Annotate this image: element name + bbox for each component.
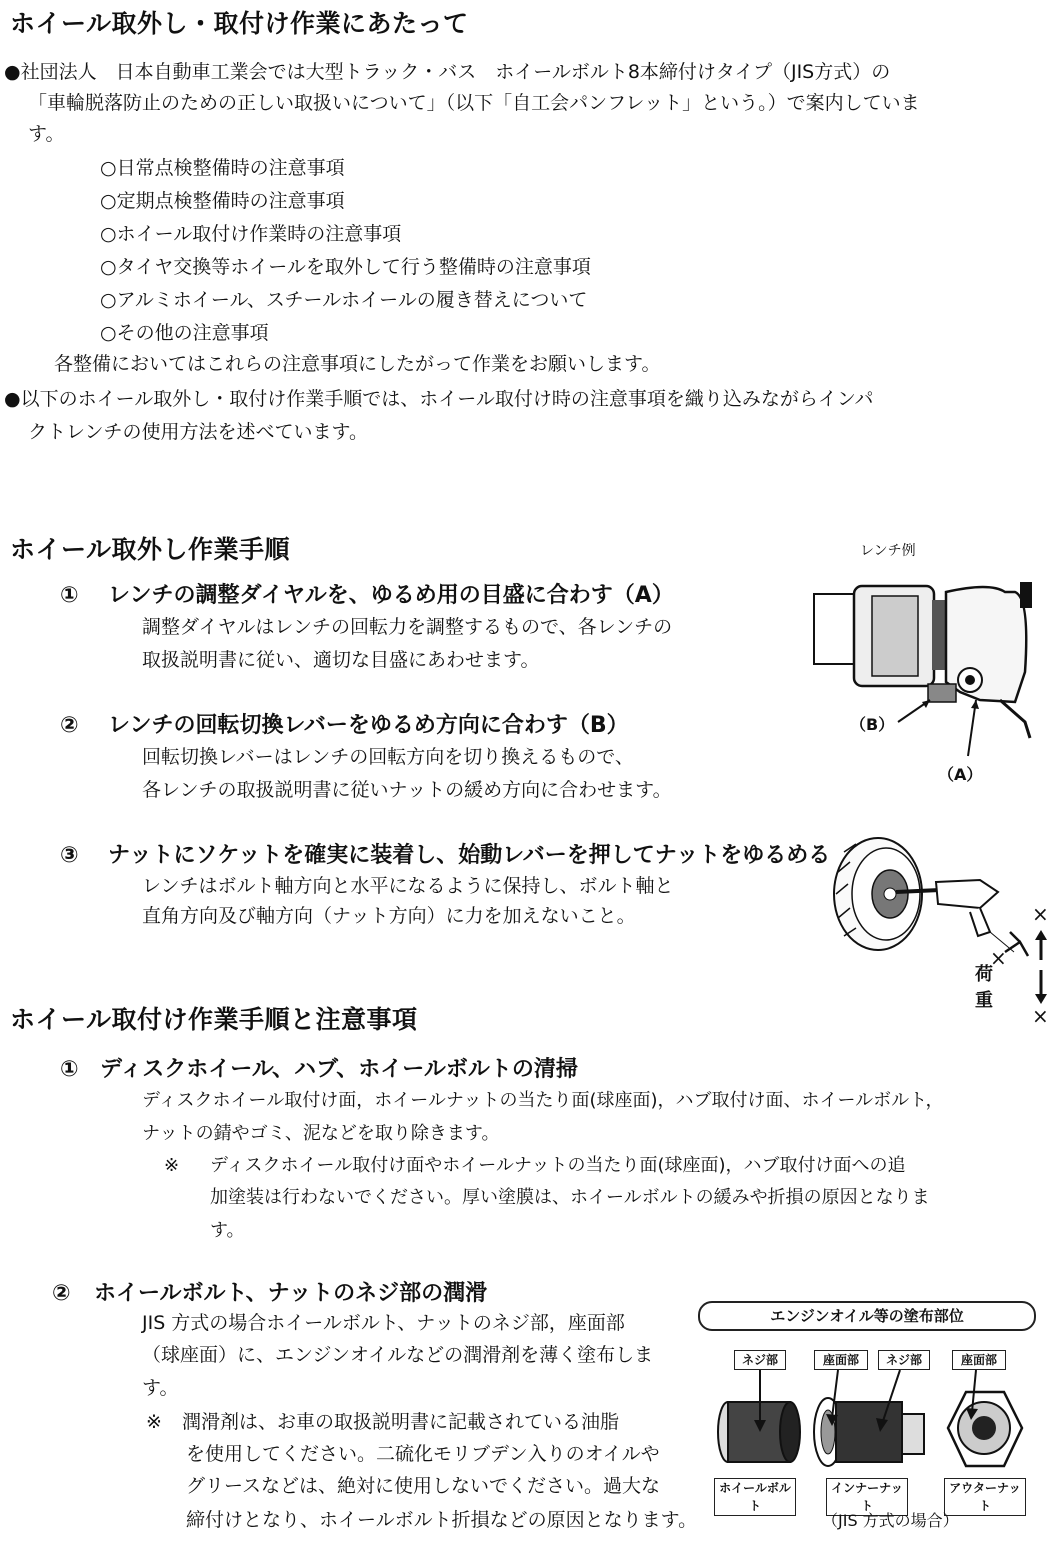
step-number: ② — [60, 713, 79, 738]
wheel-wrench-illustration — [830, 832, 1040, 982]
install-step2-note4: 締付けとなり、ホイールボルト折損などの原因となります。 — [186, 1509, 698, 1531]
intro-item: ○タイヤ交換等ホイールを取外して行う整備時の注意事項 — [100, 256, 591, 278]
intro-item: ○ホイール取付け作業時の注意事項 — [100, 223, 402, 245]
removal-step3-heading: ③ ナットにソケットを確実に装着し、始動レバーを押してナットをゆるめる — [60, 843, 831, 868]
cross-mark: × — [1032, 902, 1049, 926]
label-a: （A） — [938, 765, 983, 784]
tag-thread-bolt: ネジ部 — [734, 1350, 786, 1370]
removal-step1-line2: 取扱説明書に従い、適切な目盛にあわせます。 — [142, 649, 540, 671]
removal-step1-line1: 調整ダイヤルはレンチの回転力を調整するもので、各レンチの — [142, 616, 673, 638]
bolt-nut-illustration — [710, 1370, 1040, 1480]
step-number: ① — [60, 1057, 79, 1082]
removal-title: ホイール取外し作業手順 — [10, 535, 291, 564]
intro-closing: 各整備においてはこれらの注意事項にしたがって作業をお願いします。 — [54, 353, 661, 375]
removal-step2-line1: 回転切換レバーはレンチの回転方向を切り換えるもので、 — [142, 746, 634, 768]
intro-item: ○その他の注意事項 — [100, 322, 269, 344]
label-b: （B） — [850, 715, 895, 734]
tag-seat-inner: 座面部 — [814, 1350, 868, 1370]
install-step1-line1: ディスクホイール取付け面，ホイールナットの当たり面(球座面)，ハブ取付け面、ホイールボルト， — [142, 1090, 944, 1111]
intro-bullet1-line1: ●社団法人 日本自動車工業会では大型トラック・バス ホイールボルト8本締付けタイプ（JIS方式）の — [4, 61, 891, 83]
step-number: ② — [52, 1281, 71, 1306]
intro-title: ホイール取外し・取付け作業にあたって — [10, 9, 469, 38]
wrench-caption: レンチ例 — [860, 543, 916, 559]
load-label-1: 荷 — [975, 964, 993, 985]
intro-item: ○アルミホイール、スチールホイールの履き替えについて — [100, 289, 588, 311]
figure-title: エンジンオイル等の塗布部位 — [698, 1301, 1036, 1331]
force-arrows-icon — [1026, 930, 1056, 1005]
install-step2-line1: JIS 方式の場合ホイールボルト、ナットのネジ部，座面部 — [142, 1312, 625, 1334]
step-number: ③ — [60, 843, 79, 868]
install-step2-line2: （球座面）に、エンジンオイルなどの潤滑剤を薄く塗布しま — [142, 1344, 654, 1366]
intro-bullet1-line3: す。 — [28, 123, 65, 145]
intro-item: ○日常点検整備時の注意事項 — [100, 157, 345, 179]
step-number: ① — [60, 583, 79, 608]
install-step2-line3: す。 — [142, 1377, 179, 1399]
install-title: ホイール取付け作業手順と注意事項 — [10, 1005, 418, 1034]
removal-step3-line1: レンチはボルト軸方向と水平になるように保持し、ボルト軸と — [142, 875, 674, 897]
removal-step2-heading: ② レンチの回転切換レバーをゆるめ方向に合わす（B） — [60, 713, 629, 738]
install-step2-heading: ② ホイールボルト、ナットのネジ部の潤滑 — [52, 1281, 488, 1306]
install-step2-note-mark: ※ — [146, 1411, 162, 1433]
removal-step3-line2: 直角方向及び軸方向（ナット方向）に力を加えないこと。 — [142, 905, 636, 927]
tag-seat-outer: 座面部 — [952, 1350, 1006, 1370]
install-step2-note1: 潤滑剤は、お車の取扱説明書に記載されている油脂 — [182, 1411, 620, 1433]
install-step1-note2: 加塗装は行わないでください。厚い塗膜は、ホイールボルトの緩みや折損の原因となりま — [210, 1187, 930, 1208]
install-step1-line2: ナットの錆やゴミ、泥などを取り除きます。 — [142, 1123, 500, 1144]
install-step1-note-mark: ※ — [164, 1155, 180, 1176]
intro-bullet2-line2: クトレンチの使用方法を述べています。 — [28, 421, 369, 443]
cross-mark: × — [990, 946, 1007, 970]
intro-bullet1-line2: 「車輪脱落防止のための正しい取扱いについて」（以下「自工会パンフレット」という。）で案内していま — [28, 92, 920, 114]
cross-mark: × — [1032, 1004, 1049, 1028]
name-wheel-bolt: ホイールボルト — [714, 1478, 796, 1516]
name-outer-nut: アウターナット — [944, 1478, 1026, 1516]
install-step1-note1: ディスクホイール取付け面やホイールナットの当たり面(球座面)，ハブ取付け面への追 — [210, 1155, 906, 1176]
intro-item-list — [100, 152, 591, 350]
install-step1-note3: す。 — [210, 1220, 245, 1241]
impact-wrench-illustration — [810, 572, 1050, 772]
intro-item: ○定期点検整備時の注意事項 — [100, 190, 345, 212]
tag-thread-inner: ネジ部 — [878, 1350, 930, 1370]
removal-step2-line2: 各レンチの取扱説明書に従いナットの緩め方向に合わせます。 — [142, 779, 672, 801]
install-step2-note2: を使用してください。二硫化モリブデン入りのオイルや — [186, 1443, 660, 1465]
intro-bullet2-line1: ●以下のホイール取外し・取付け作業手順では、ホイール取付け時の注意事項を織り込みながらインパ — [4, 388, 874, 410]
figure-caption: （JIS 方式の場合） — [822, 1511, 959, 1530]
removal-step1-heading: ① レンチの調整ダイヤルを、ゆるめ用の目盛に合わす（A） — [60, 583, 674, 608]
install-step1-heading: ① ディスクホイール、ハブ、ホイールボルトの清掃 — [60, 1057, 578, 1082]
load-label-2: 重 — [975, 990, 993, 1011]
install-step2-note3: グリースなどは、絶対に使用しないでください。過大な — [186, 1475, 661, 1497]
name-inner-nut: インナーナット — [826, 1478, 908, 1516]
